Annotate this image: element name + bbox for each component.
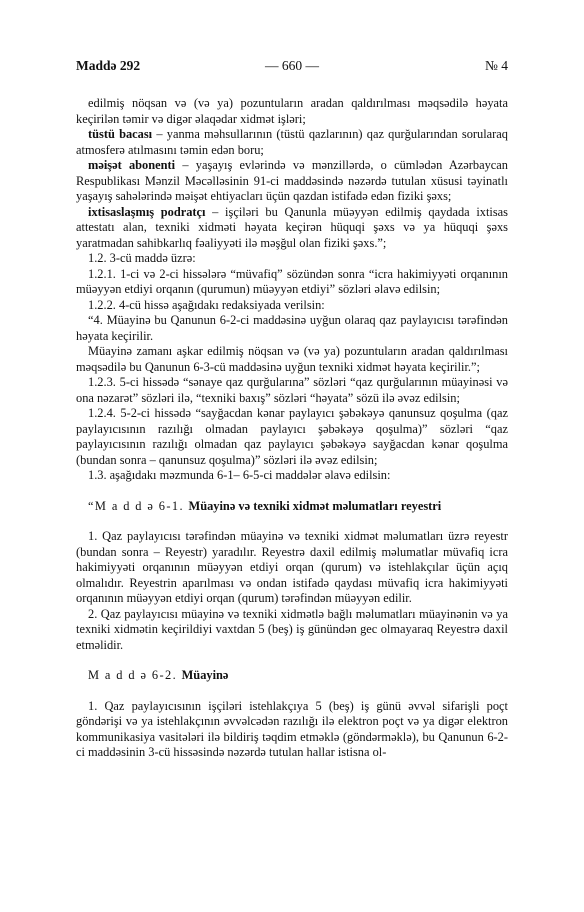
defined-term: ixtisaslaşmış podratçı xyxy=(88,204,206,219)
paragraph-text: 1.2.2. 4-cü hissə aşağıdakı redaksiyada verilsin: xyxy=(88,297,325,312)
paragraph-text: 1.2. 3-cü maddə üzrə: xyxy=(88,251,196,265)
paragraph xyxy=(76,298,508,314)
article-label: “M a d d ə 6-1. xyxy=(88,498,189,513)
paragraph xyxy=(76,468,508,484)
paragraph xyxy=(76,699,508,761)
paragraph xyxy=(76,344,508,375)
paragraph xyxy=(76,529,508,607)
page-header xyxy=(76,58,508,76)
paragraph xyxy=(76,375,508,406)
defined-term: məişət abonenti xyxy=(88,158,176,172)
issue-number: № 4 xyxy=(484,58,508,73)
definition-paragraph xyxy=(76,158,508,205)
article-heading xyxy=(76,668,508,684)
paragraph xyxy=(76,406,508,468)
paragraph-text: 1.3. aşağıdakı məzmunda 6-1– 6-5-ci maddələr əlavə edilsin: xyxy=(88,468,391,482)
definition-text: – yaşayış evlərində və mənzillərdə, o cümlədən Azərbaycan Respublikası Mənzil Məcəlləsinin 91-ci maddəsində nəzərdə tutulan xüsusi təyinatlı yaşayış sahələrində məişət ehtiyacları üçün qazdan istifadə edən fiziki şəxs; xyxy=(76,158,509,203)
paragraph xyxy=(76,267,508,298)
paragraph-text: 1. Qaz paylayıcısı tərəfindən müayinə və texniki xidmət məlumatları üzrə reyestr (bundan sonra – Reyestr) yaradılır. Reyestrə daxil edilmiş məlumatlar müvafiq icra hakimiyyəti orqanının müəyyən etdiyi orqan (qurum) və istehlakçılar üçün açıq olmalıdır. Reyestrin aparılması və ondan istifadə qaydası müvafiq icra hakimiyyəti orqanının müəyyən etdiyi orqan (qurum) tərəfindən müəyyən edilir. xyxy=(76,529,508,605)
paragraph-text: 1.2.1. 1-ci və 2-ci hissələrə “müvafiq” sözündən sonra “icra hakimiyyəti orqanının müəyyən etdiyi orqanın (qurumun) müəyyən etdiyi” sözləri əlavə edilsin; xyxy=(76,266,508,296)
article-heading xyxy=(76,499,508,515)
defined-term: tüstü bacası xyxy=(88,127,153,141)
paragraph xyxy=(76,251,508,267)
paragraph-text: Müayinə zamanı aşkar edilmiş nöqsan və (və ya) pozuntuların aradan qaldırılması məqsədilə bu Qanunun 6-3-cü maddəsinə uyğun texniki xidmət həyata keçirilir.”; xyxy=(76,344,508,374)
paragraph-text: 2. Qaz paylayıcısı müayinə və texniki xidmətlə bağlı məlumatları müayinənin və ya texniki xidmətin keçirildiyi vaxtdan 5 (beş) iş günündən gec olmayaraq Reyestrə daxil etməlidir. xyxy=(76,606,508,652)
page-number: — 660 — xyxy=(265,58,319,73)
article-title: Müayinə və texniki xidmət məlumatları reyestri xyxy=(188,498,442,513)
paragraph-text: 1. Qaz paylayıcısının işçiləri istehlakçıya 5 (beş) iş günü əvvəl sifarişli poçt göndərişi və ya istehlakçının əvvəlcədən razılığı ilə elektron poçt və ya digər elektron kommunikasiya vasitələri ilə bildiriş təqdim etməklə (göndərməklə), bu Qanunun 6-2-ci maddəsinin 3-cü hissəsində nəzərdə tutulan hallar istisna ol- xyxy=(76,698,508,759)
paragraph xyxy=(76,313,508,344)
paragraph xyxy=(76,96,508,127)
article-title: Müayinə xyxy=(181,668,229,682)
paragraph xyxy=(76,607,508,654)
definition-paragraph xyxy=(76,127,508,158)
paragraph-text: “4. Müayinə bu Qanunun 6-2-ci maddəsinə uyğun olaraq qaz paylayıcısı tərəfindən həyata keçirilir. xyxy=(76,313,508,343)
definition-text: – işçiləri bu Qanunla müəyyən edilmiş qaydada ixtisas attestatı alan, texniki xidməti həyata keçirən hüquqi şəxs və ya hüquqi şəxs yaratmadan sahibkarlıq fəaliyyəti ilə məşğul olan fiziki şəxs.”; xyxy=(76,204,508,250)
body-text xyxy=(76,96,508,761)
article-number: Maddə 292 xyxy=(76,58,141,73)
paragraph-text: 1.2.4. 5-2-ci hissədə “sayğacdan kənar paylayıcı şəbəkəyə qanunsuz qoşulma (qaz paylayıcısının razılığı olmadan paylayıcı şəbəkəyə qoşulma)” sözləri “qaz paylayıcısının razılığı olmadan qaz paylayıcı şəbəkəyə sayğacdan kənar qoşulma (bundan sonra – qanunsuz qoşulma)” sözləri ilə əvəz edilsin; xyxy=(76,406,508,467)
definition-paragraph xyxy=(76,205,508,252)
definition-text: – yanma məhsullarının (tüstü qazlarının) qaz qurğularından sorularaq atmosferə atılmasını təmin edən boru; xyxy=(76,127,508,157)
paragraph-text: 1.2.3. 5-ci hissədə “sənaye qaz qurğularına” sözləri “qaz qurğularının müayinəsi və ona nəzarət” sözləri ilə, “texniki baxış” sözləri “həyata” sözü ilə əvəz edilsin; xyxy=(76,375,508,405)
article-label: M a d d ə 6-2. xyxy=(88,668,182,682)
paragraph-text: edilmiş nöqsan və (və ya) pozuntuların aradan qaldırılması məqsədilə həyata keçirilən təmir və digər əlaqədar xidmət işləri; xyxy=(76,96,508,126)
